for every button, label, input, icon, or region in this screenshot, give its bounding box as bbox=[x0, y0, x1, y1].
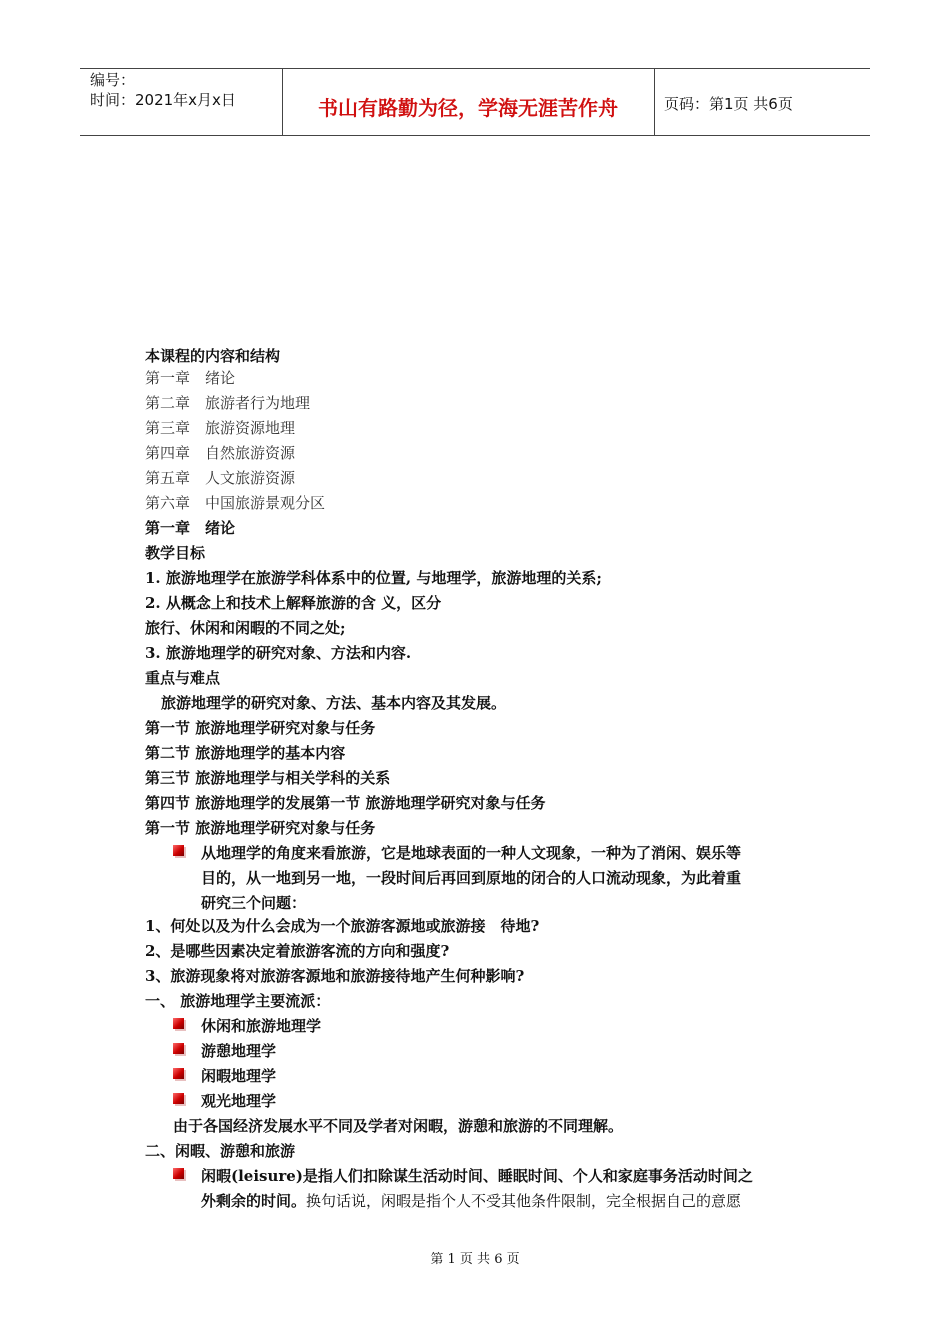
school-list-item: 闲暇地理学 bbox=[201, 1067, 277, 1085]
course-title: 本课程的内容和结构 bbox=[145, 347, 281, 365]
question-1: 1、何处以及为什么会成为一个旅游客源地或旅游接 待地? bbox=[145, 917, 540, 935]
leisure-definition-normal: 换句话说，闲暇是指个人不受其他条件限制，完全根据自己的意愿 bbox=[306, 1192, 742, 1210]
key-points-text: 旅游地理学的研究对象、方法、基本内容及其发展。 bbox=[161, 694, 507, 712]
school-list-item: 休闲和旅游地理学 bbox=[201, 1017, 322, 1035]
chapter-list-item: 第五章 人文旅游资源 bbox=[145, 469, 296, 487]
header-page-number: 页码：第1页 共6页 bbox=[664, 95, 793, 113]
leisure-definition-bold: 外剩余的时间。 bbox=[201, 1192, 307, 1210]
goals-heading: 教学目标 bbox=[145, 544, 206, 562]
section-list-item: 第四节 旅游地理学的发展第一节 旅游地理学研究对象与任务 bbox=[145, 794, 546, 812]
document-time: 时间：2021年x月x日 bbox=[90, 91, 236, 109]
page-footer: 第 1 页 共 6 页 bbox=[430, 1252, 520, 1267]
section-list-item: 第二节 旅游地理学的基本内容 bbox=[145, 744, 346, 762]
chapter-list-item: 第三章 旅游资源地理 bbox=[145, 419, 296, 437]
red-square-bullet-icon bbox=[173, 845, 184, 856]
chapter-list-item: 第一章 绪论 bbox=[145, 369, 236, 387]
document-number: 编号： bbox=[90, 71, 136, 89]
leisure-definition-line bbox=[201, 1191, 741, 1211]
schools-heading: 一、 旅游地理学主要流派： bbox=[145, 992, 331, 1010]
header-bottom-rule bbox=[80, 135, 870, 136]
question-2: 2、是哪些因素决定着旅游客流的方向和强度? bbox=[145, 942, 450, 960]
goal-1: 1. 旅游地理学在旅游学科体系中的位置, 与地理学，旅游地理的关系; bbox=[145, 569, 602, 587]
header-divider-right bbox=[654, 68, 655, 136]
chapter-list-item: 第四章 自然旅游资源 bbox=[145, 444, 296, 462]
question-3: 3、旅游现象将对旅游客源地和旅游接待地产生何种影响? bbox=[145, 967, 525, 985]
goal-2: 2. 从概念上和技术上解释旅游的含 义，区分 bbox=[145, 594, 442, 612]
paragraph-line: 研究三个问题： bbox=[201, 894, 307, 912]
part2-heading: 二、闲暇、游憩和旅游 bbox=[145, 1142, 296, 1160]
goal-3: 3. 旅游地理学的研究对象、方法和内容. bbox=[145, 644, 412, 662]
section-list-item: 第三节 旅游地理学与相关学科的关系 bbox=[145, 769, 391, 787]
section-list-item: 第一节 旅游地理学研究对象与任务 bbox=[145, 719, 376, 737]
header-top-rule bbox=[80, 68, 870, 69]
paragraph-line: 从地理学的角度来看旅游，它是地球表面的一种人文现象，一种为了消闲、娱乐等 bbox=[201, 844, 742, 862]
red-square-bullet-icon bbox=[173, 1043, 184, 1054]
header-motto: 书山有路勤为径，学海无涯苦作舟 bbox=[318, 96, 618, 120]
red-square-bullet-icon bbox=[173, 1018, 184, 1029]
section1-heading: 第一节 旅游地理学研究对象与任务 bbox=[145, 819, 376, 837]
schools-note: 由于各国经济发展水平不同及学者对闲暇，游憩和旅游的不同理解。 bbox=[173, 1117, 624, 1135]
paragraph-line: 目的，从一地到另一地，一段时间后再回到原地的闭合的人口流动现象，为此着重 bbox=[201, 869, 742, 887]
red-square-bullet-icon bbox=[173, 1168, 184, 1179]
leisure-definition-line: 闲暇(leisure)是指人们扣除谋生活动时间、睡眠时间、个人和家庭事务活动时间之 bbox=[201, 1167, 753, 1185]
chapter-list-item: 第二章 旅游者行为地理 bbox=[145, 394, 311, 412]
header-left bbox=[90, 70, 236, 110]
red-square-bullet-icon bbox=[173, 1093, 184, 1104]
goal-2-continued: 旅行、休闲和闲暇的不同之处; bbox=[145, 619, 346, 637]
school-list-item: 观光地理学 bbox=[201, 1092, 277, 1110]
chapter1-heading: 第一章 绪论 bbox=[145, 519, 236, 537]
school-list-item: 游憩地理学 bbox=[201, 1042, 277, 1060]
red-square-bullet-icon bbox=[173, 1068, 184, 1079]
key-points-heading: 重点与难点 bbox=[145, 669, 221, 687]
chapter-list-item: 第六章 中国旅游景观分区 bbox=[145, 494, 326, 512]
